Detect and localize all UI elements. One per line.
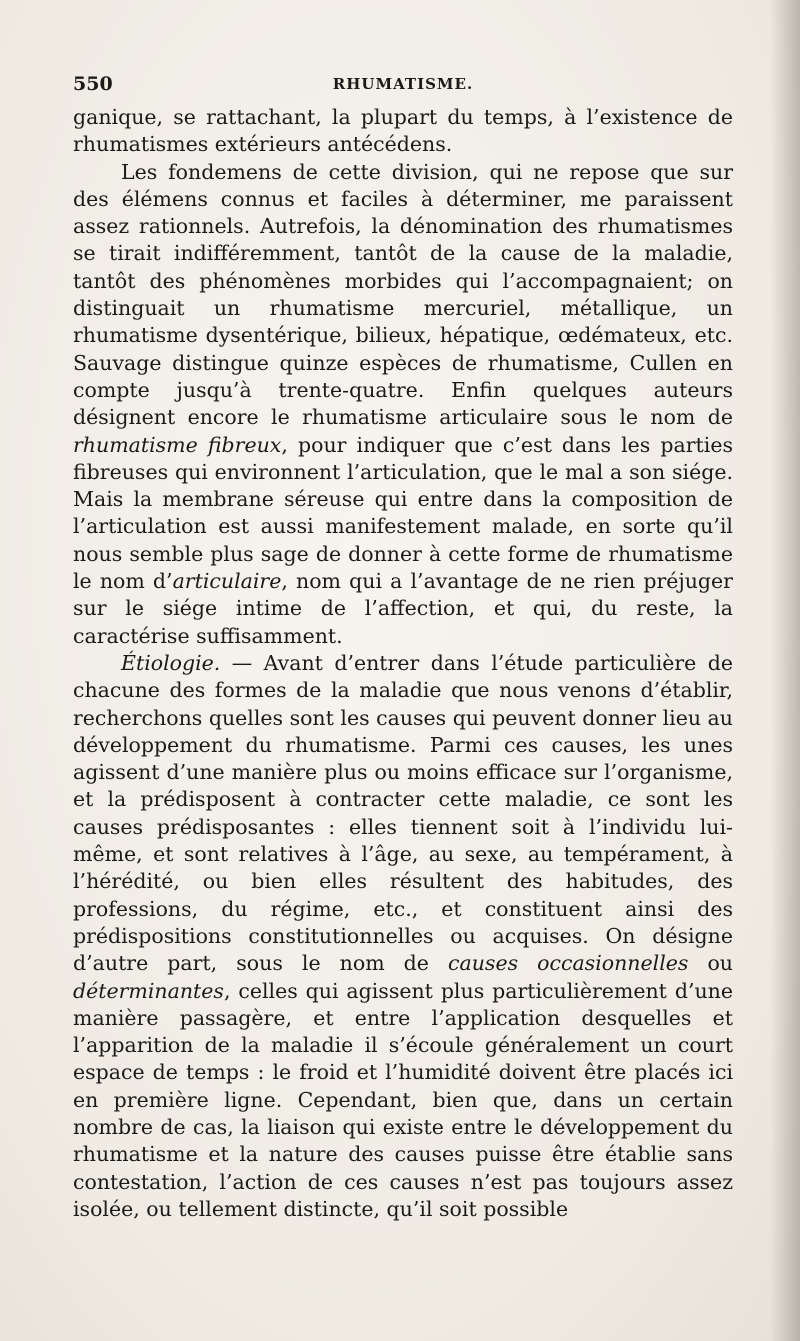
text-segment: Les fondemens de cette division, qui ne repose que sur des élémens connus et faciles à déterminer, me paraissent assez rationnels. Autrefois, la dénomination des rhumatismes se tirait indifféremment, tantôt de la cause de la maladie, tantôt des phénomènes morbides qui l’accompagnaient; on distinguait un rhumatisme mercuriel, métallique, un rhumatisme dysentérique, bilieux, hépatique, œdémateux, etc. Sauvage distingue quinze espèces de rhumatisme, Cullen en compte jusqu’à trente-quatre. Enfin quelques auteurs désignent encore le rhumatisme articulaire sous le nom de [73, 159, 733, 430]
running-title: RHUMATISME. [332, 75, 474, 93]
paragraph-division [73, 159, 733, 650]
paragraph-etiologie [73, 650, 733, 1223]
italic-term: articulaire [172, 569, 282, 594]
section-heading: Étiologie. [121, 650, 221, 675]
page-header [73, 70, 733, 104]
text-segment: ganique, se rattachant, la plupart du temps, à l’existence de rhumatismes extérieurs antécédens. [73, 105, 733, 157]
text-segment: , celles qui agissent plus particulièrement d’une manière passagère, et entre l’application desquelles et l’apparition de la maladie il s’écoule généralement un court espace de temps : le froid et l’humidité doivent être placés ici en première ligne. Cependant, bien que, dans un certain nombre de cas, la liaison qui existe entre le développement du rhumatisme et la nature des causes puisse être établie sans contestation, l’action de ces causes n’est pas toujours assez isolée, ou tellement distincte, qu’il soit possible [73, 978, 733, 1221]
text-segment: , pour indiquer que c’est dans les parties fibreuses qui environnent l’articulation, que le mal a son siége. Mais la membrane séreuse qui entre dans la composition de l’articulation est aussi manifestement malade, en sorte qu’il nous semble plus sage de donner à cette forme de rhumatisme le nom d’ [73, 432, 733, 594]
body-text [73, 104, 733, 1223]
text-segment: ou [688, 951, 734, 976]
text-segment: , nom qui a l’avantage de ne rien préjuger sur le siége intime de l’affection, et qui, du reste, la caractérise suffisamment. [73, 569, 733, 648]
page-number: 550 [73, 73, 113, 95]
text-segment: — Avant d’entrer dans l’étude particulière de chacune des formes de la maladie que nous venons d’établir, recherchons quelles sont les causes qui peuvent donner lieu au développement du rhumatisme. Parmi ces causes, les unes agissent d’une manière plus ou moins efficace sur l’organisme, et la prédisposent à contracter cette maladie, ce sont les causes prédisposantes : elles tiennent soit à l’individu lui-même, et sont relatives à l’âge, au sexe, au tempérament, à l’hérédité, ou bien elles résultent des habitudes, des professions, du régime, etc., et constituent ainsi des prédispositions constitutionnelles ou acquises. On désigne d’autre part, sous le nom de [73, 650, 733, 976]
italic-term: rhumatisme fibreux [73, 432, 282, 457]
italic-term: causes occasionnelles [448, 951, 689, 976]
italic-term: déterminantes [73, 978, 224, 1003]
paragraph-continuation [73, 104, 733, 159]
